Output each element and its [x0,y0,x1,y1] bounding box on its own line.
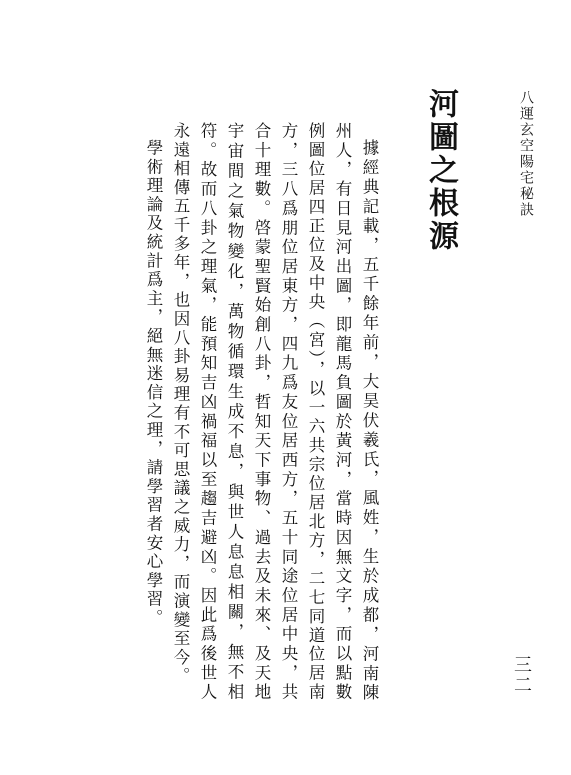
paragraph-1: 據經典記載，五千餘年前，大昊伏羲氏，風姓，生於成都，河南陳州人，有日見河出圖，即龍馬負圖於黃河，當時因無文字，而以點數例圖位居四正位及中央（宮），以一六共宗位居北方，二七同道位居南方，三八爲朋位居東方，四九爲友位居西方，五十同途位居中央，共合十理數。啓蒙聖賢始創八卦，哲知天下事物、過去及未來、及天地宇宙間之氣物變化，萬物循環生成不息，與世人息息相關，無不相符。故而八卦之理氣，能預知吉凶禍福以至趨吉避凶。因此爲後世人永遠相傳五千多年，也因八卦易理有不可思議之威力，而演變至今。 [171,122,379,702]
running-header-title: 八運玄空陽宅秘訣 [518,90,534,218]
section-title: 河圖之根源 [423,88,458,253]
body-text [140,122,383,702]
page-number: 三二 [511,655,532,695]
paragraph-2: 學術理論及統計爲主，絕無迷信之理，請學習者安心學習。 [144,138,163,628]
